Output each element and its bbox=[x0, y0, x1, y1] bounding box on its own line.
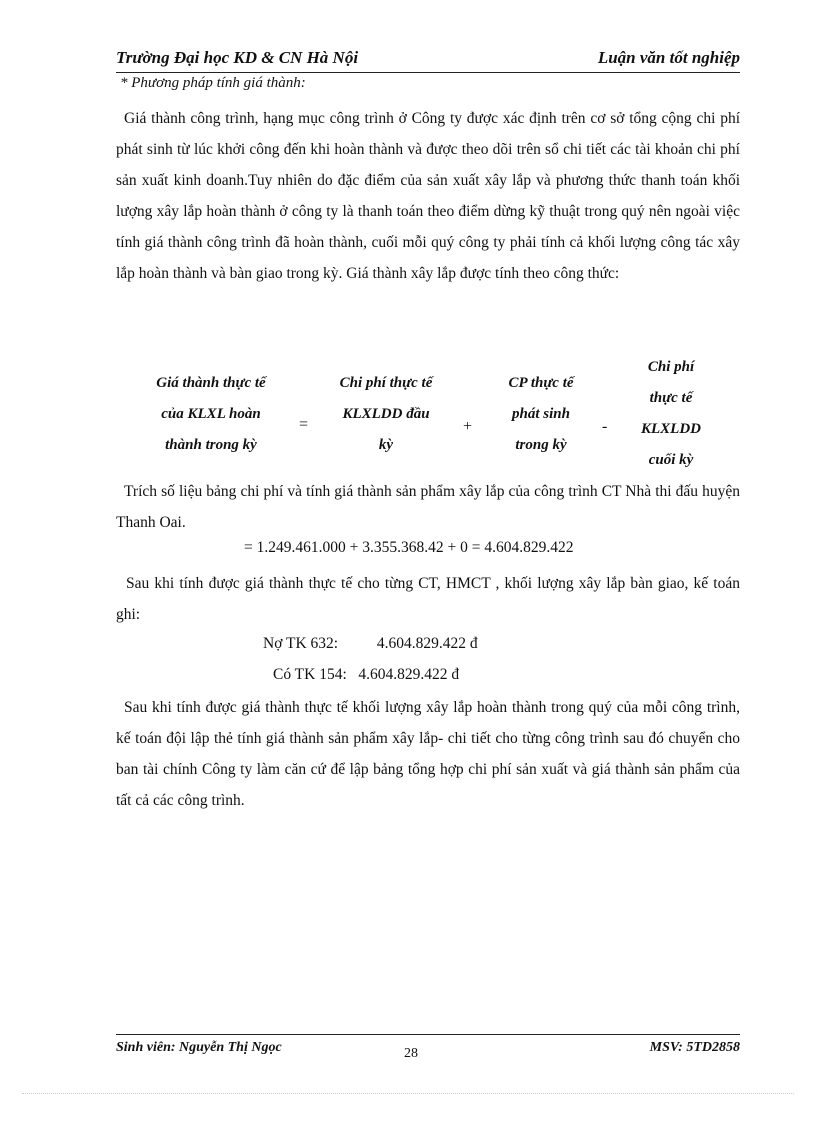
header-school: Trường Đại học KD & CN Hà Nội bbox=[116, 48, 359, 67]
page-number: 28 bbox=[404, 1046, 418, 1061]
paragraph-accounting: Sau khi tính được giá thành thực tế cho từng CT, HMCT , khối lượng xây lắp bàn giao, kế toán ghi: bbox=[116, 575, 740, 623]
page-footer bbox=[116, 1040, 740, 1064]
formula-term-period-cost: CP thực tế phát sinh trong kỳ bbox=[508, 375, 574, 453]
cost-formula bbox=[116, 352, 740, 470]
header-rule bbox=[116, 72, 740, 73]
section-subheading: * Phương pháp tính giá thành: bbox=[120, 75, 306, 91]
formula-plus: + bbox=[463, 418, 473, 435]
calculation-line: = 1.249.461.000 + 3.355.368.42 + 0 = 4.604.829.422 bbox=[244, 539, 574, 556]
formula-term-actual-cost: Giá thành thực tế của KLXL hoàn thành trong kỳ bbox=[156, 375, 266, 453]
footer-student-id: MSV: 5TD2858 bbox=[649, 1040, 740, 1055]
formula-minus: - bbox=[602, 418, 608, 435]
formula-term-closing-wip: Chi phí thực tế KLXLDD cuối kỳ bbox=[641, 359, 701, 468]
journal-entry-credit: Có TK 154: 4.604.829.422 đ bbox=[273, 666, 460, 683]
paragraph-summary: Sau khi tính được giá thành thực tế khối lượng xây lắp hoàn thành trong quý của mỗi công trình, kế toán đội lập thẻ tính giá thành sản phẩm xây lắp- chi tiết cho từng công trình sau đó chuyển cho ban tài chính Công ty làm căn cứ để lập bảng tổng hợp chi phí sản xuất và giá thành sản phẩm của tất cả các công trình. bbox=[116, 699, 740, 809]
journal-entry-debit: Nợ TK 632: 4.604.829.422 đ bbox=[263, 635, 478, 652]
page-header bbox=[116, 48, 740, 72]
formula-equals: = bbox=[299, 416, 309, 433]
footer-student: Sinh viên: Nguyễn Thị Ngọc bbox=[116, 1040, 282, 1055]
footer-rule bbox=[116, 1034, 740, 1035]
header-doc-type: Luận văn tốt nghiệp bbox=[597, 48, 740, 67]
paragraph-data-source: Trích số liệu bảng chi phí và tính giá thành sản phẩm xây lắp của công trình CT Nhà thi đấu huyện Thanh Oai. bbox=[116, 483, 740, 531]
page-edge-divider bbox=[22, 1093, 794, 1094]
paragraph-method: Giá thành công trình, hạng mục công trình ở Công ty được xác định trên cơ sở tổng cộng chi phí phát sinh từ lúc khởi công đến khi hoàn thành và được theo dõi trên sổ chi tiết các tài khoản chi phí sản xuất kinh doanh.Tuy nhiên do đặc điểm của sản xuất xây lắp và phương thức thanh toán khối lượng xây lắp hoàn thành ở công ty là thanh toán theo điểm dừng kỹ thuật trong quý nên ngoài việc tính giá thành công trình đã hoàn thành, cuối mỗi quý công ty phải tính cả khối lượng công tác xây lắp hoàn thành và bàn giao trong kỳ. Giá thành xây lắp được tính theo công thức: bbox=[116, 110, 740, 282]
formula-term-opening-wip: Chi phí thực tế KLXLDD đầu kỳ bbox=[339, 375, 433, 453]
